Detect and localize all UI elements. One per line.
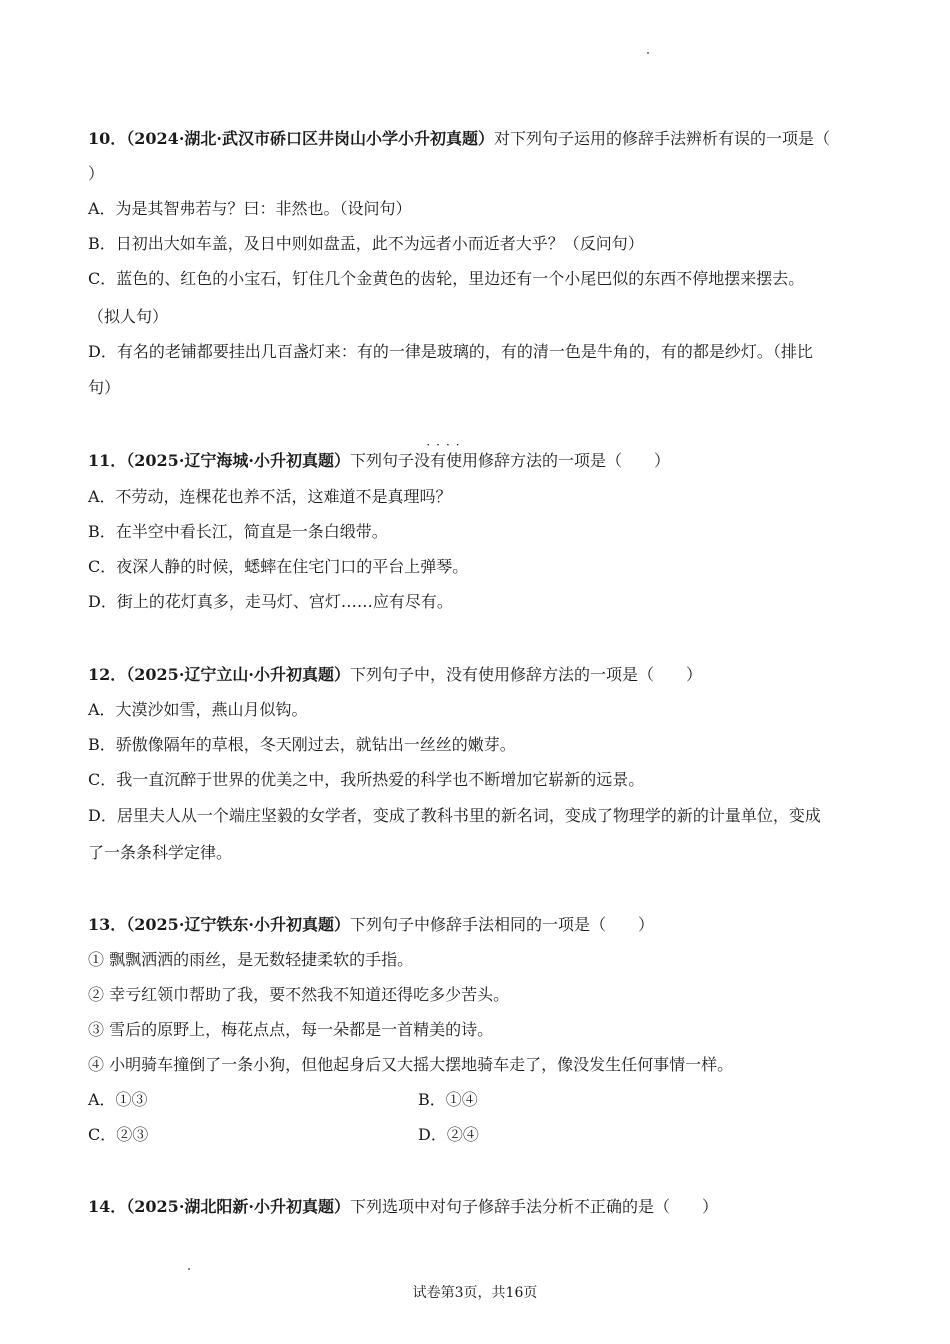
question-10-stem	[88, 128, 830, 150]
question-10-stem-cont: ）	[88, 164, 105, 183]
question-source: （2024·湖北·武汉市硚口区井岗山小学小升初真题）	[126, 129, 494, 148]
scan-speck	[647, 52, 649, 54]
question-14-stem	[88, 1196, 718, 1218]
scan-speck	[188, 1268, 190, 1270]
question-13-stem	[88, 914, 654, 936]
option-d: D．街上的花灯真多，走马灯、宫灯……应有尽有。	[88, 592, 453, 611]
option-a: A．①③	[88, 1090, 148, 1109]
option-c: C．我一直沉醉于世界的优美之中，我所热爱的科学也不断增加它崭新的远景。	[88, 770, 645, 789]
question-text: 下列句子中，没有使用修辞方法的一项是（ ）	[349, 665, 702, 684]
option-d: D．有名的老铺都要挂出几百盏灯来：有的一律是玻璃的，有的清一色是牛角的，有的都是纱灯。（排比	[88, 342, 813, 361]
option-d: D．居里夫人从一个端庄坚毅的女学者，变成了教科书里的新名词，变成了物理学的新的计量单位，变成	[88, 806, 821, 825]
question-source: （2025·湖北阳新·小升初真题）	[126, 1197, 350, 1216]
question-source: （2025·辽宁铁东·小升初真题）	[126, 915, 350, 934]
question-number: 13．	[88, 915, 127, 934]
option-b: B．骄傲像隔年的草根，冬天刚过去，就钻出一丝丝的嫩芽。	[88, 735, 516, 754]
option-a: A．为是其智弗若与？曰：非然也。（设问句）	[88, 199, 412, 218]
option-c: C．②③	[88, 1125, 149, 1144]
question-11-stem	[88, 438, 671, 472]
option-c: C．蓝色的、红色的小宝石，钉住几个金黄色的齿轮，里边还有一个小尾巴似的东西不停地摆来摆去。	[88, 269, 805, 288]
emphasized-text: ···· 没有使用	[413, 438, 478, 470]
question-text: 下列选项中对句子修辞手法分析不正确的是（ ）	[349, 1197, 718, 1216]
statement-1: ① 飘飘洒洒的雨丝，是无数轻捷柔软的手指。	[88, 950, 414, 969]
option-b: B．在半空中看长江，简直是一条白缎带。	[88, 522, 388, 541]
question-text: 对下列句子运用的修辞手法辨析有误的一项是（	[493, 129, 830, 148]
option-d-cont: 句）	[88, 378, 121, 397]
emphasis-dots: ····	[426, 438, 466, 452]
statement-2: ② 幸亏红领巾帮助了我，要不然我不知道还得吃多少苦头。	[88, 985, 510, 1004]
question-number: 14．	[88, 1197, 127, 1216]
option-b: B．日初出大如车盖，及日中则如盘盂，此不为远者小而近者大乎？（反问句）	[88, 234, 644, 253]
question-source: （2025·辽宁立山·小升初真题）	[126, 665, 350, 684]
question-source: （2025·辽宁海城·小升初真题）	[126, 451, 350, 470]
question-text: 下列句子	[349, 451, 414, 470]
option-c-cont: （拟人句）	[88, 307, 169, 326]
option-a: A．不劳动，连棵花也养不活，这难道不是真理吗？	[88, 487, 452, 506]
statement-3: ③ 雪后的原野上，梅花点点，每一朵都是一首精美的诗。	[88, 1020, 494, 1039]
page-footer: 试卷第3页，共16页	[412, 1285, 538, 1301]
option-b: B．①④	[418, 1090, 478, 1109]
question-text-end: 修辞方法的一项是（ ）	[478, 451, 671, 470]
question-12-stem	[88, 664, 702, 686]
option-a: A．大漠沙如雪，燕山月似钩。	[88, 700, 308, 719]
option-d-cont: 了一条条科学定律。	[88, 843, 233, 862]
question-number: 12．	[88, 665, 127, 684]
question-number: 10．	[88, 129, 127, 148]
statement-4: ④ 小明骑车撞倒了一条小狗，但他起身后又大摇大摆地骑车走了，像没发生任何事情一样。	[88, 1055, 734, 1074]
question-text: 下列句子中修辞手法相同的一项是（ ）	[349, 915, 654, 934]
option-c: C．夜深人静的时候，蟋蟀在住宅门口的平台上弹琴。	[88, 557, 469, 576]
option-d: D．②④	[418, 1125, 479, 1144]
question-number: 11．	[88, 451, 127, 470]
